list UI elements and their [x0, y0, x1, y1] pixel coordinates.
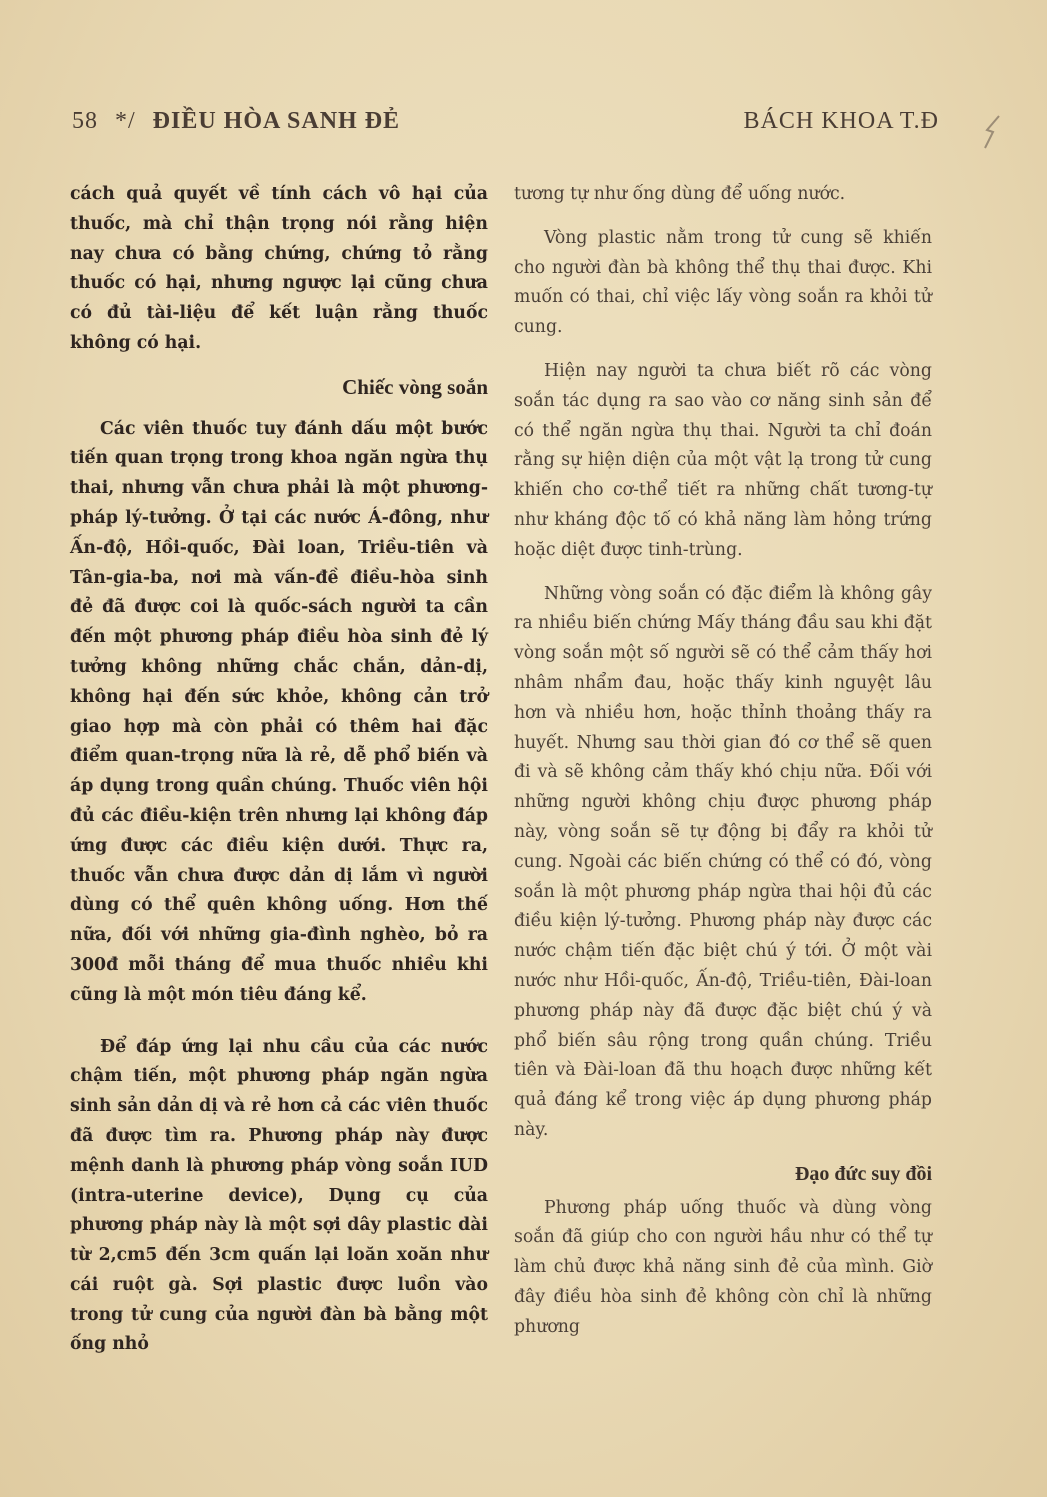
publication-name: BÁCH KHOA T.Đ: [743, 108, 939, 134]
section-title: ĐIỀU HÒA SANH ĐẺ: [152, 108, 401, 134]
paragraph: Các viên thuốc tuy đánh dấu một bước tiến quan trọng trong khoa ngăn ngừa thụ thai, nhưng vẫn chưa phải là một phương-pháp lý-tưởng. Ở tại các nước Á-đông, như Ấn-độ, Hồi-quốc, Đài loan, Triều-tiên và Tân-gia-ba, nơi mà vấn-đề điều-hòa sinh đẻ đã được coi là quốc-sách người ta cần đến một phương pháp điều hòa sinh đẻ lý tưởng không những chắc chắn, dản-dị, không hại đến sức khỏe, không cản trở giao hợp mà còn phải có thêm hai đặc điểm quan-trọng nữa là rẻ, dễ phổ biến và áp dụng trong quần chúng. Thuốc viên hội đủ các điều-kiện trên nhưng lại không đáp ứng được các điều kiện dưới. Thực ra, thuốc vẫn chưa được dản dị lắm vì người dùng có thể quên không uống. Hơn thế nữa, đối với những gia-đình nghèo, bỏ ra 300đ mỗi tháng để mua thuốc nhiều khi cũng là một món tiêu đáng kể.: [70, 418, 488, 1005]
page-number: 58: [72, 108, 98, 134]
page-header: [72, 108, 939, 135]
paragraph: Phương pháp uống thuốc và dùng vòng soắn đã giúp cho con người hầu như có thể tự làm chủ được khả năng sinh đẻ của mình. Giờ đây điều hòa sinh đẻ không còn chỉ là những phương: [514, 1197, 932, 1337]
paragraph: Vòng plastic nằm trong tử cung sẽ khiến cho người đàn bà không thể thụ thai được. Khi muốn có thai, chỉ việc lấy vòng soắn ra khỏi tử cung.: [514, 227, 932, 338]
paragraph: Hiện nay người ta chưa biết rõ các vòng soắn tác dụng ra sao vào cơ năng sinh sản để có thể ngăn ngừa thụ thai. Người ta chỉ đoán rằng sự hiện diện của một vật lạ trong tử cung khiến cho cơ-thể tiết ra những chất tương-tự như kháng độc tố có khả năng làm hỏng trứng hoặc diệt được tinh-trùng.: [514, 360, 932, 560]
paragraph: tương tự như ống dùng để uống nước.: [514, 184, 846, 204]
paragraph: Để đáp ứng lại nhu cầu của các nước chậm tiến, một phương pháp ngăn ngừa sinh sản dản dị và rẻ hơn cả các viên thuốc đã được tìm ra. Phương pháp này được mệnh danh là phương pháp vòng soắn IUD (intra-uterine device), Dụng cụ của phương pháp này là một sợi dây plastic dài từ 2,cm5 đến 3cm quấn lại loăn xoăn như cái ruột gà. Sợi plastic được luồn vào trong tử cung của người đàn bà bằng một ống nhỏ: [70, 1036, 488, 1355]
ink-smudge-icon: [977, 112, 1007, 152]
section-heading: Chiếc vòng soắn: [342, 374, 488, 399]
paragraph: cách quả quyết về tính cách vô hại của thuốc, mà chỉ thận trọng nói rằng hiện nay chưa có bằng chứng, chứng tỏ rằng thuốc có hại, nhưng ngược lại cũng chưa có đủ tài-liệu để kết luận rằng thuốc không có hại.: [70, 184, 488, 353]
left-column: [70, 180, 488, 1374]
header-left: 58 */ ĐIỀU HÒA SANH ĐẺ: [72, 108, 401, 134]
right-column: [514, 180, 932, 1356]
section-heading: Đạo đức suy đồi: [794, 1162, 932, 1185]
paragraph: Những vòng soắn có đặc điểm là không gây ra nhiều biến chứng Mấy tháng đầu sau khi đặt vòng soắn một số người sẽ có thể cảm thấy hơi nhâm nhẩm đau, hoặc thấy kinh nguyệt lâu hơn và nhiều hơn, hoặc thỉnh thoảng thấy ra huyết. Nhưng sau thời gian đó cơ thể sẽ quen đi và sẽ không cảm thấy khó chịu nữa. Đối với những người không chịu được phương pháp này, vòng soắn sẽ tự động bị đẩy ra khỏi tử cung. Ngoài các biến chứng có thể có đó, vòng soắn là một phương pháp ngừa thai hội đủ các điều kiện lý-tưởng. Phương pháp này được các nước chậm tiến đặc biệt chú ý tới. Ở một vài nước như Hồi-quốc, Ấn-độ, Triều-tiên, Đài-loan phương pháp này đã được đặc biệt chú ý và phổ biến sâu rộng trong quần chúng. Triều tiên và Đài-loan đã thu hoạch được những kết quả đáng kể trong việc áp dụng phương pháp này.: [514, 583, 932, 1140]
